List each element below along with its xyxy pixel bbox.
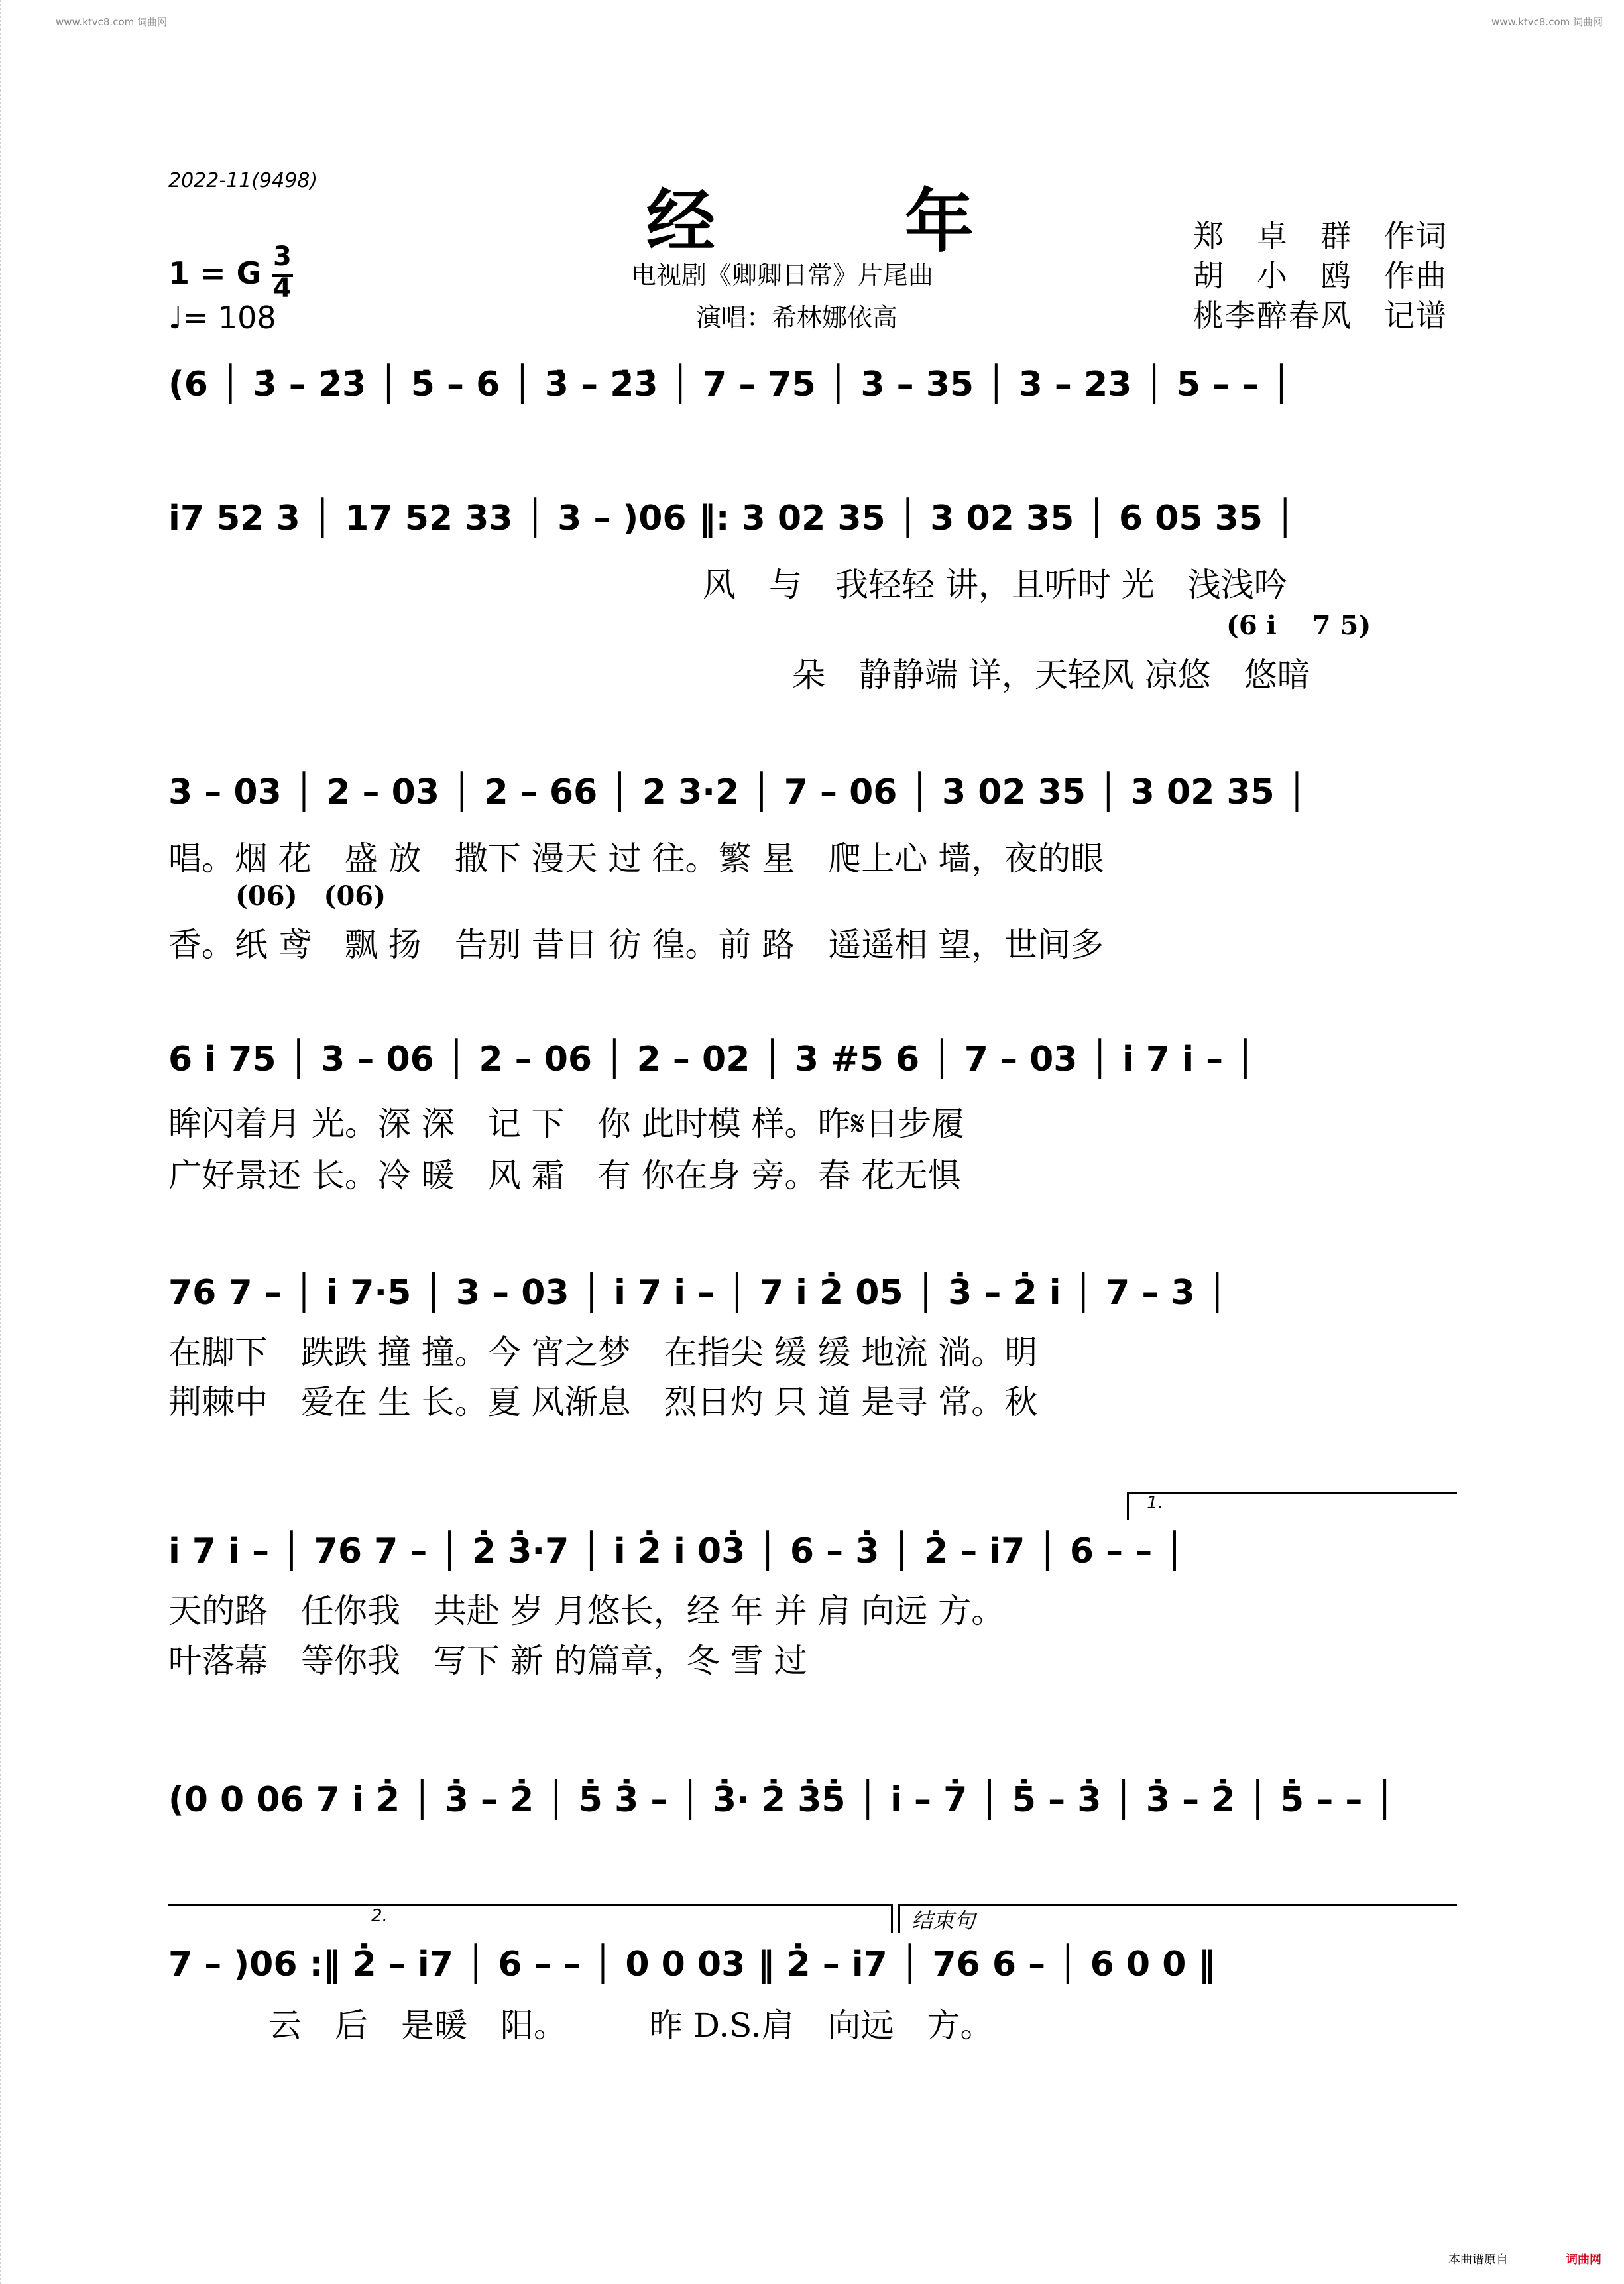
system-3-notes: 3 – 03 │ 2 – 03 │ 2 – 66 │ 2 3·2 │ 7 – 06 │ 3 02 35 │ 3 02 35 │ [168, 772, 1308, 812]
title-char-1: 经 [646, 180, 716, 262]
bottom-watermark-red: 词曲网 [1566, 2253, 1601, 2267]
system-2-notes: i̇7 52 3 │ 17 52 33 │ 3 – )06 ‖: 3 02 35 │ 3 02 35 │ 6 05 35 │ [168, 499, 1296, 538]
tempo-mark: ♩= 108 [168, 300, 276, 335]
volta-2-label: 2. [371, 1906, 388, 1926]
time-signature-bottom: 4 [273, 273, 292, 304]
title-char-2: 年 [905, 180, 974, 262]
system-3-alt-notes: (06) (06) [235, 880, 386, 912]
system-6-notes: i̇ 7 i̇ – │ 76 7 – │ 2̇ 3̇·7 │ i̇ 2̇ i̇ 03̇ │ 6 – 3̇ │ 2̇ – i̇7 │ 6 – – │ [168, 1532, 1185, 1571]
system-5-lyric-1: 在脚下 跌跌 撞 撞。今 宵之梦 在指尖 缓 缓 地流 淌。明 [168, 1333, 1038, 1372]
lyricist: 郑 卓 群 作词 [1193, 218, 1448, 254]
ending-bracket [898, 1904, 1457, 1933]
volta-1-bracket [1127, 1492, 1457, 1520]
system-8-notes: 7 – )06 :‖ 2̇ – i̇7 │ 6 – – │ 0 0 03 ‖ 2̇ – i̇7 │ 76 6 – │ 6 0 0 ‖ [168, 1945, 1216, 1984]
system-3-lyric-1: 唱。烟 花 盛 放 撒下 漫天 过 往。繁 星 爬上心 墙，夜的眼 [168, 839, 1104, 878]
time-signature-top: 3 [273, 241, 292, 272]
system-2-lyric-1: 风 与 我轻轻 讲，且听时 光 浅浅吟 [703, 566, 1287, 604]
volta-1-label: 1. [1147, 1493, 1163, 1513]
system-3-lyric-2: 香。纸 鸢 飘 扬 告别 昔日 彷 徨。前 路 遥遥相 望，世间多 [168, 926, 1104, 964]
singer: 演唱：希林娜依高 [696, 303, 898, 332]
score-code: 2022-11(9498) [168, 169, 318, 192]
key-signature: 1 = G [168, 255, 262, 291]
system-5-notes: 76 7 – │ i̇ 7·5 │ 3 – 03 │ i̇ 7 i̇ – │ 7 i̇ 2̇ 05 │ 3̇ – 2̇ i̇ │ 7 – 3 │ [168, 1273, 1228, 1313]
subtitle: 电视剧《卿卿日常》片尾曲 [631, 261, 934, 290]
transcriber: 桃李醉春风 记谱 [1193, 298, 1448, 333]
right-margin-watermark-strip [1613, 0, 1624, 2284]
top-right-watermark: www.ktvc8.com 词曲网 [1491, 16, 1603, 28]
system-4-notes: 6 i̇ 75 │ 3 – 06 │ 2 – 06 │ 2 – 02 │ 3 #5 6 │ 7 – 03 │ i̇ 7 i̇ – │ [168, 1040, 1256, 1079]
volta-2-bracket [168, 1904, 893, 1933]
system-6-lyric-2: 叶落幕 等你我 写下 新 的篇章，冬 雪 过 [168, 1642, 807, 1680]
system-5-lyric-2: 荆棘中 爱在 生 长。夏 风渐息 烈日灼 只 道 是寻 常。秋 [168, 1383, 1038, 1421]
system-1-notes: (6 │ 3̇ – 2̇3̇ │ 5̇ – 6 │ 3̇ – 2̇3̇ │ 7 – 75 │ 3 – 35 │ 3 – 23 │ 5 – – │ [168, 365, 1292, 404]
bottom-watermark-black: 本曲谱原自 [1448, 2253, 1508, 2267]
system-7-notes: (0 0 06 7 i̇ 2̇ │ 3̇ – 2̇ │ 5̇ 3̇ – │ 3̇· 2̇ 3̇5̇ │ i̇ – 7̇ │ 5̇ – 3̇ │ 3̇ – 2̇ │ 5̇ – – │ [168, 1780, 1395, 1820]
composer: 胡 小 鸥 作曲 [1193, 258, 1448, 294]
system-2-alt-notes: (6 i 7 5) [1226, 610, 1371, 641]
ending-label: 结束句 [911, 1908, 976, 1933]
system-4-lyric-1: 眸闪着月 光。深 深 记 下 你 此时模 样。昨𝄋日步履 [168, 1105, 964, 1143]
system-2-lyric-2: 朵 静静端 详，天轻风 凉悠 悠暗 [792, 656, 1310, 694]
system-8-lyric-1: 云 后 是暖 阳。 昨 D.S.肩 向远 方。 [268, 2006, 994, 2045]
system-4-lyric-2: 广好景还 长。冷 暖 风 霜 有 你在身 旁。春 花无惧 [168, 1156, 961, 1195]
system-6-lyric-1: 天的路 任你我 共赴 岁 月悠长，经 年 并 肩 向远 方。 [168, 1592, 1005, 1630]
left-margin-watermark-strip [0, 0, 11, 2284]
top-left-watermark: www.ktvc8.com 词曲网 [56, 16, 168, 28]
